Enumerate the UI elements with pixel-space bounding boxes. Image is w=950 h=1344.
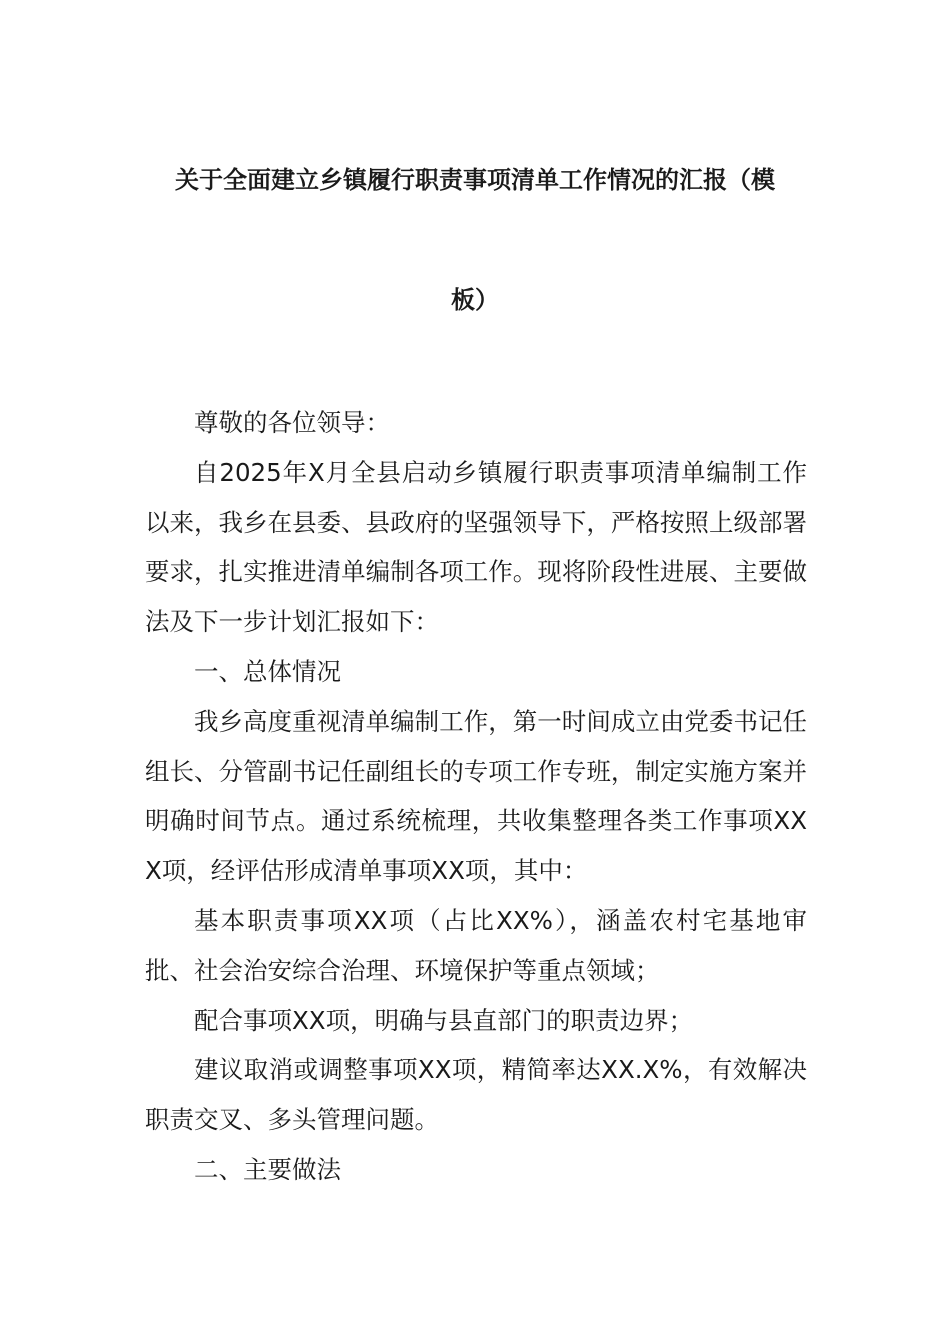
document-body (145, 398, 807, 1195)
salutation: 尊敬的各位领导： (194, 408, 390, 437)
cancel-adjust-paragraph: 建议取消或调整事项XX项，精简率达XX.X%，有效解决职责交叉、多头管理问题。 (145, 1055, 807, 1135)
coordination-items-paragraph: 配合事项XX项，明确与县直部门的职责边界； (194, 1005, 694, 1035)
section-heading-main-practices: 二、主要做法 (194, 1154, 341, 1184)
basic-duties-paragraph: 基本职责事项XX项（占比XX%），涵盖农村宅基地审批、社会治安综合治理、环境保护等重点领域； (145, 905, 807, 985)
document-title-line-1: 关于全面建立乡镇履行职责事项清单工作情况的汇报（模 (175, 166, 775, 194)
intro-paragraph: 自2025年X月全县启动乡镇履行职责事项清单编制工作以来，我乡在县委、县政府的坚强领导下，严格按照上级部署要求，扎实推进清单编制各项工作。现将阶段性进展、主要做法及下一步计划汇报如下： (145, 457, 807, 637)
document-title-line-2: 板） (451, 286, 499, 314)
overview-paragraph: 我乡高度重视清单编制工作，第一时间成立由党委书记任组长、分管副书记任副组长的专项工作专班，制定实施方案并明确时间节点。通过系统梳理，共收集整理各类工作事项XXX项，经评估形成清单事项XX项，其中： (145, 706, 807, 886)
section-heading-overview: 一、总体情况 (194, 656, 341, 686)
